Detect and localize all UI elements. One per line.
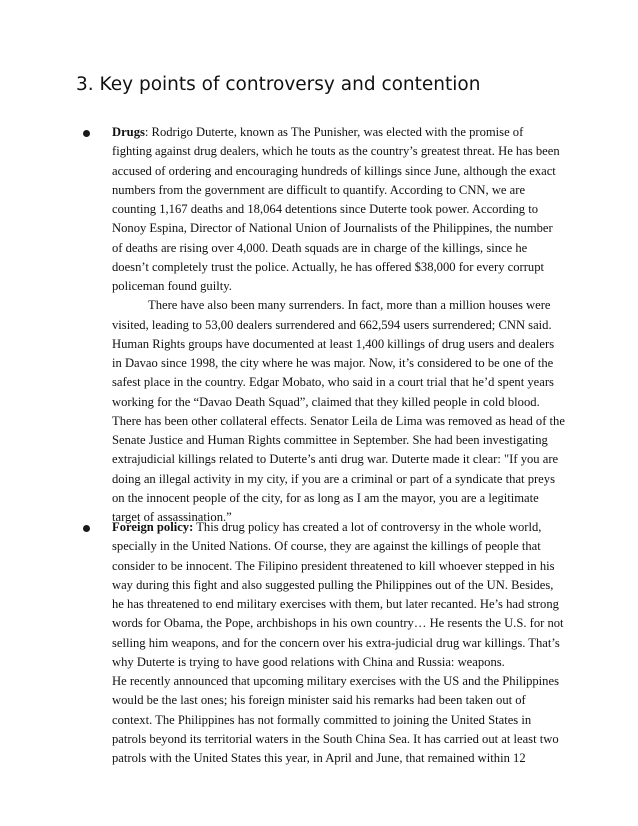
- paragraph-foreign-policy: [112, 518, 572, 768]
- text-line: There have also been many surrenders. In fact, more than a million houses were: [148, 298, 551, 313]
- text-line: of deaths are rising over 4,000. Death squads are in charge of the killings, since he: [112, 240, 528, 255]
- text-line: selling him weapons, and for the concern over his extra-judicial drug war killings. That’s: [112, 635, 560, 650]
- topic-label: Drugs: [112, 125, 145, 139]
- text-line: Senate Justice and Human Rights committee in September. She had been investigating: [112, 433, 548, 447]
- paragraph-drugs: [112, 123, 572, 527]
- text-line: Drugs: Rodrigo Duterte, known as The Punisher, was elected with the promise of: [112, 125, 524, 139]
- text-line: doing an illegal activity in my city, if you are a criminal or part of a syndicate that preys: [112, 471, 555, 486]
- text-line: patrols beyond its territorial waters in the South China Sea. It has carried out at least two: [112, 731, 559, 746]
- text-line: specially in the United Nations. Of course, they are against the killings of people that: [112, 539, 541, 554]
- bullet-point-icon: [83, 525, 90, 532]
- text-line: would be the last ones; his foreign minister said his remarks had been taken out of: [112, 693, 526, 708]
- text-line: working for the “Davao Death Squad”, claimed that they killed people in cold blood.: [112, 394, 540, 409]
- text-line: context. The Philippines has not formally committed to joining the United States in: [112, 712, 532, 727]
- text-line: target of assassination.”: [112, 510, 232, 524]
- text-line: Nonoy Espina, Director of National Union of Journalists of the Philippines, the number: [112, 221, 553, 236]
- text-line: safest place in the country. Edgar Mobato, who said in a court trial that he’d spent years: [112, 375, 554, 390]
- text-line: Foreign policy: This drug policy has created a lot of controversy in the whole world,: [112, 520, 542, 534]
- text-line: fighting against drug dealers, which he touts as the country’s greatest threat. He has been: [112, 144, 560, 159]
- topic-label-suffix: :: [144, 125, 152, 139]
- text-line: doesn’t completely trust the police. Actually, he has offered $38,000 for every corrupt: [112, 259, 545, 274]
- text-line: why Duterte is trying to have good relations with China and Russia: weapons.: [112, 654, 505, 669]
- text-line: policeman found guilty.: [112, 279, 232, 293]
- bullet-point-icon: [83, 130, 90, 137]
- topic-label: Foreign policy:: [112, 520, 194, 534]
- text-line: he has threatened to end military exercises with them, but later recanted. He’s had strong: [112, 597, 559, 611]
- text-line: patrols with the United States this year, in April and June, that remained within 12: [112, 751, 526, 765]
- text-line: Human Rights groups have documented at least 1,400 killings of drug users and dealers: [112, 336, 555, 351]
- text-line: numbers from the government are difficult to quantify. According to CNN, we are: [112, 182, 526, 197]
- text-line: counting 1,167 deaths and 18,064 detentions since Duterte took power. According to: [112, 202, 539, 216]
- text-line: accused of ordering and encouraging hundreds of killings since June, although the exact: [112, 163, 556, 178]
- text-line: consider to be innocent. The Filipino president threatened to kill whoever stepped in his: [112, 558, 555, 573]
- text-line: visited, leading to 53,00 dealers surrendered and 662,594 users surrendered; CNN said.: [112, 317, 552, 332]
- section-heading: 3. Key points of controversy and contention: [76, 74, 481, 95]
- text-line: He recently announced that upcoming military exercises with the US and the Philippines: [112, 674, 559, 688]
- text-line: There has been other collateral effects. Senator Leila de Lima was removed as head of the: [112, 413, 565, 428]
- text-line: extrajudicial killings related to Duterte’s anti drug war. Duterte made it clear: "If you are: [112, 452, 559, 467]
- text-line: on the innocent people of the city, for as long as I am the mayor, you are a legitimate: [112, 490, 539, 505]
- text-line: way during this fight and also suggested pulling the Philippines out of the UN. Besides,: [112, 577, 554, 592]
- text-line: in Davao since 1998, the city where he was major. Now, it’s considered to be one of the: [112, 356, 554, 370]
- text-line: words for Obama, the Pope, archbishops in his own country… He resents the U.S. for not: [112, 616, 564, 631]
